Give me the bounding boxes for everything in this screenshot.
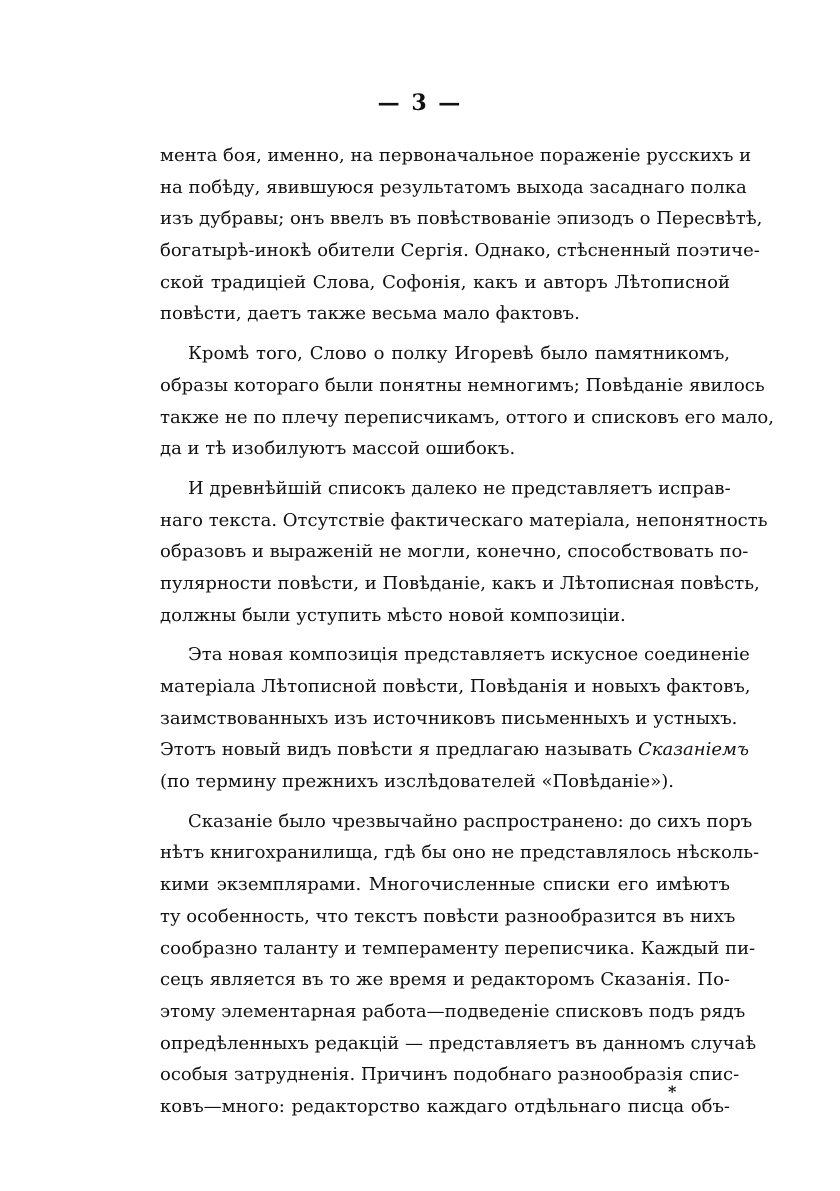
page-number: — 3 — bbox=[377, 90, 463, 116]
paragraph bbox=[160, 140, 763, 330]
text-line: пулярности повѣсти, и Повѣданіе, какъ и Лѣтописная повѣсть, bbox=[160, 572, 760, 594]
text-line: богатырѣ-инокѣ обители Сергія. Однако, стѣсненный поэтиче- bbox=[160, 240, 760, 262]
text-line: сецъ является въ то же время и редакторомъ Сказанія. По- bbox=[160, 969, 730, 991]
text-line: наго текста. Отсутствіе фактическаго матеріала, непонятность bbox=[160, 509, 768, 531]
text-line: заимствованныхъ изъ источниковъ письменныхъ и устныхъ. bbox=[160, 707, 738, 729]
text-line: Сказаніе было чрезвычайно распространено: до сихъ поръ bbox=[188, 810, 753, 832]
paragraph bbox=[160, 639, 751, 797]
text-line-with-italic bbox=[160, 734, 749, 766]
text-line: нѣтъ книгохранилища, гдѣ бы оно не представлялось нѣсколь- bbox=[160, 842, 760, 864]
text-line: кими экземплярами. Многочисленные списки его имѣютъ bbox=[160, 874, 730, 896]
text-line: матеріала Лѣтописной повѣсти, Повѣданія и новыхъ фактовъ, bbox=[160, 676, 751, 697]
text-line: повѣсти, даетъ также весьма мало фактовъ. bbox=[160, 303, 580, 325]
text-line: на побѣду, явившуюся результатомъ выхода засаднаго полка bbox=[160, 176, 747, 198]
text-fragment: Этотъ новый видъ повѣсти я предлагаю называть bbox=[160, 739, 638, 761]
text-line: сообразно таланту и темпераменту переписчика. Каждый пи- bbox=[160, 937, 756, 959]
paragraph bbox=[160, 338, 774, 465]
text-line: изъ дубравы; онъ ввелъ въ повѣствованіе эпизодъ о Пересвѣтѣ, bbox=[160, 208, 763, 230]
body-text bbox=[160, 140, 774, 1123]
text-line: И древнѣйшій списокъ далеко не представляетъ исправ- bbox=[188, 477, 731, 499]
text-line: ской традиціей Слова, Софонія, какъ и авторъ Лѣтописной bbox=[160, 271, 730, 293]
text-line: да и тѣ изобилуютъ массой ошибокъ. bbox=[160, 438, 516, 460]
text-line: образы котораго были понятны немногимъ; Повѣданіе явилось bbox=[160, 374, 765, 396]
text-line: должны были уступить мѣсто новой композиціи. bbox=[160, 604, 626, 626]
text-line: также не по плечу переписчикамъ, оттого и списковъ его мало, bbox=[160, 406, 774, 428]
text-line: Кромѣ того, Слово о полку Игоревѣ было памятникомъ, bbox=[188, 343, 730, 365]
text-line: этому элементарная работа—подведеніе списковъ подъ рядъ bbox=[160, 1000, 746, 1022]
footer-mark: * bbox=[668, 1082, 677, 1101]
text-line: опредѣленныхъ редакцій — представляетъ въ данномъ случаѣ bbox=[160, 1032, 757, 1054]
text-line: мента боя, именно, на первоначальное пораженіе русскихъ и bbox=[160, 145, 752, 166]
text-line: Эта новая композиція представляетъ искусное соединеніе bbox=[188, 644, 750, 666]
paragraph bbox=[160, 806, 760, 1123]
text-line: (по термину прежнихъ изслѣдователей «Повѣданіе»). bbox=[160, 771, 674, 793]
text-line: особыя затрудненія. Причинъ подобнаго разнообразія спис- bbox=[160, 1064, 740, 1086]
text-line: образовъ и выраженій не могли, конечно, способствовать по- bbox=[160, 541, 749, 563]
text-line: ту особенность, что текстъ повѣсти разнообразится въ нихъ bbox=[160, 905, 736, 927]
italic-term: Сказаніемъ bbox=[637, 739, 749, 761]
paragraph bbox=[160, 473, 768, 631]
text-line: ковъ—много: редакторство каждаго отдѣльнаго писца объ- bbox=[160, 1095, 730, 1117]
